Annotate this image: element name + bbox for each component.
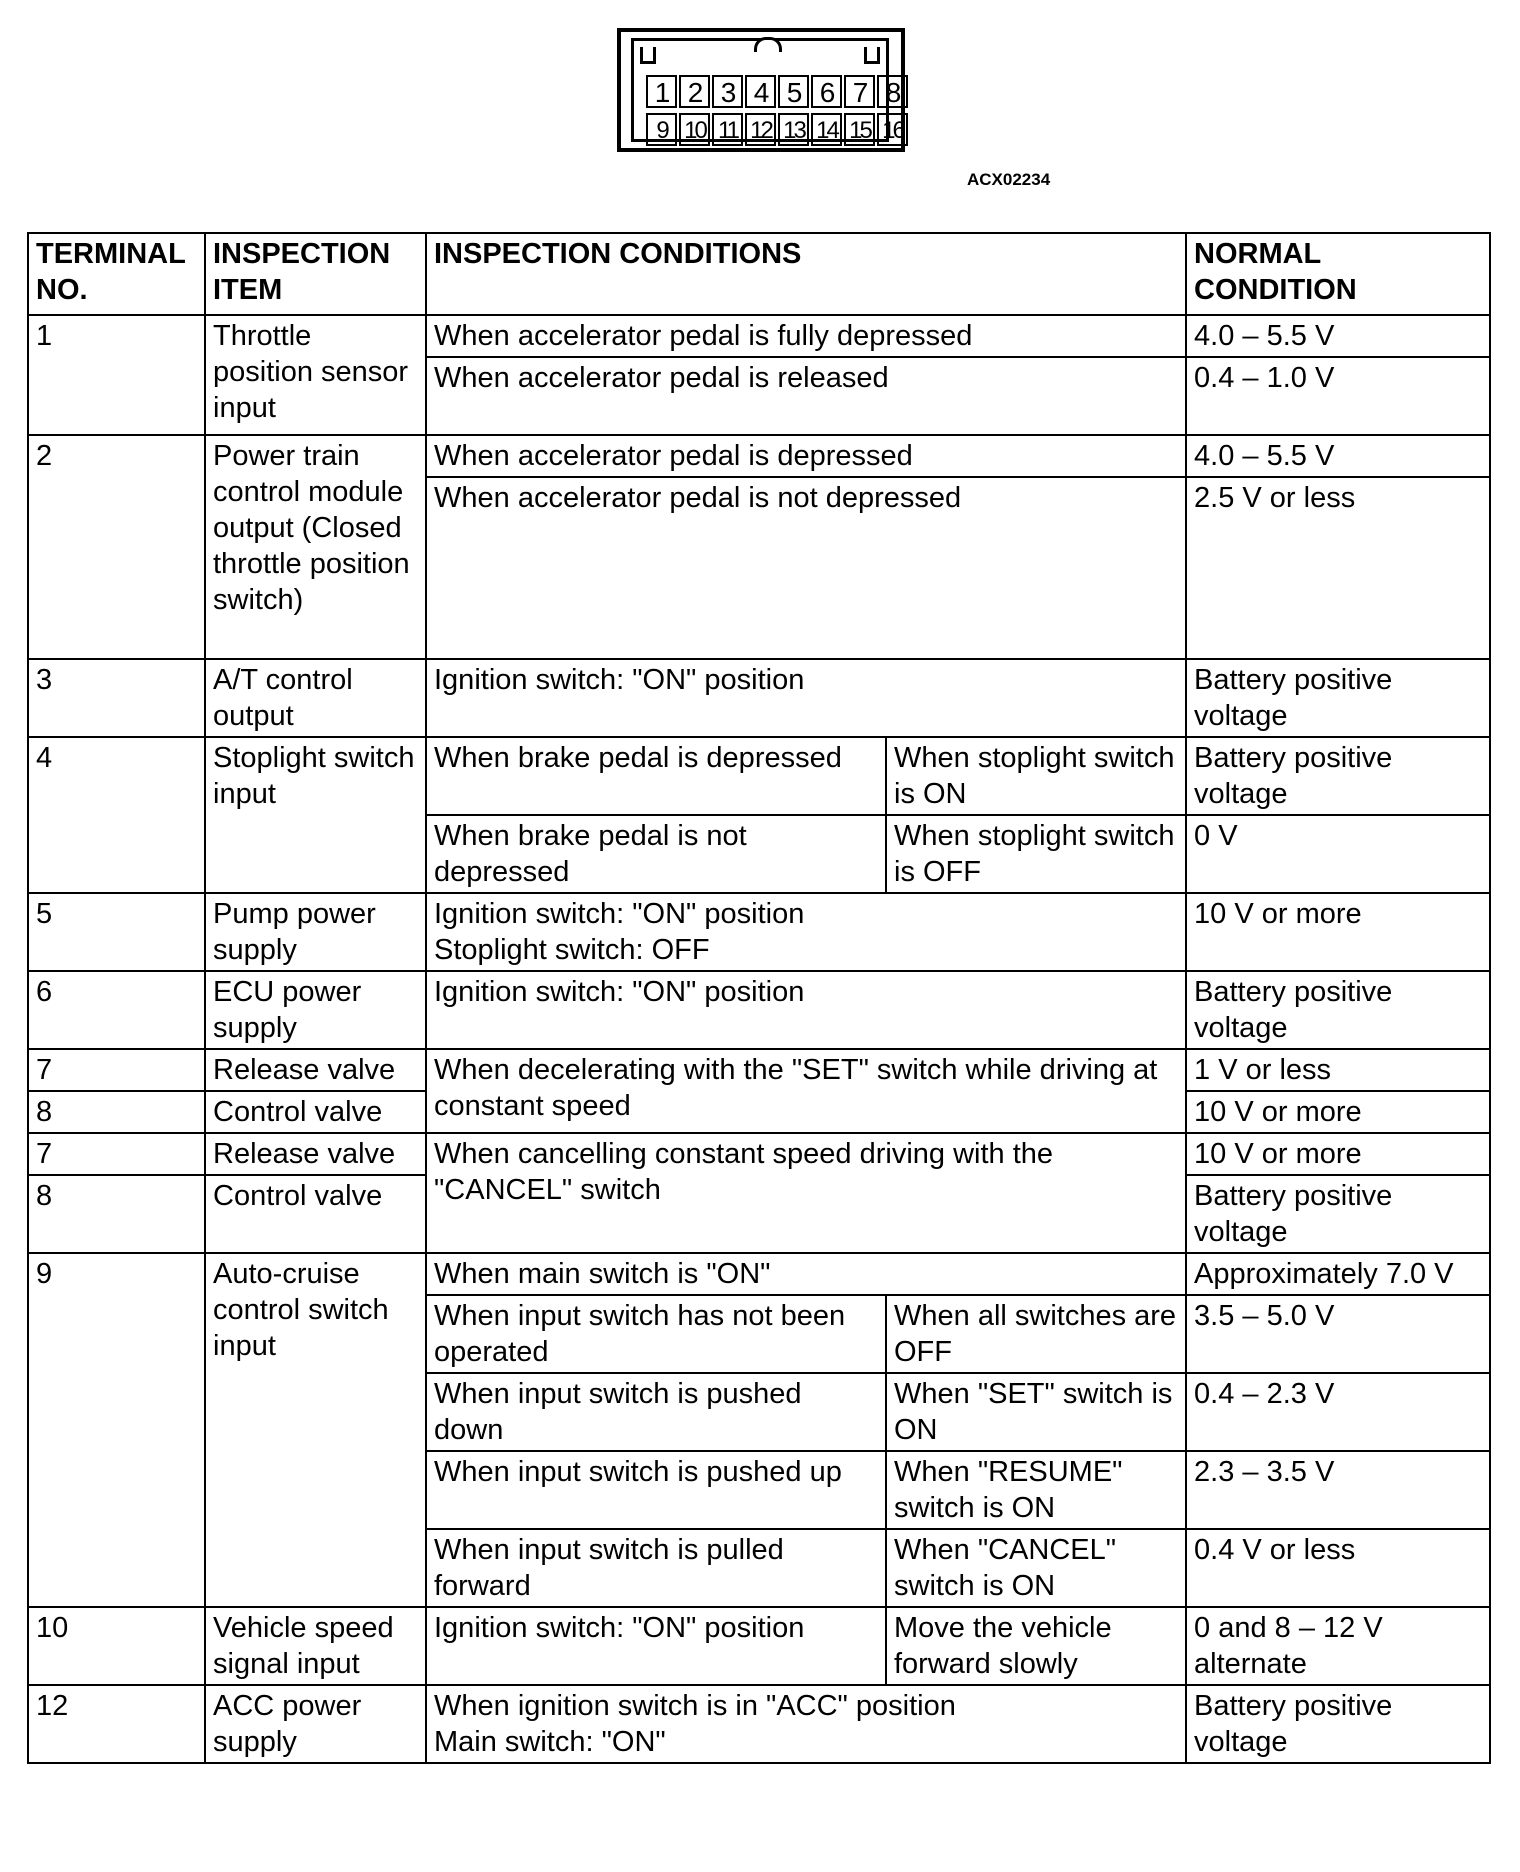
connector-pin: 12 (745, 113, 776, 146)
table-row (28, 1049, 1490, 1091)
inspection-subcondition: When "SET" switch is ON (886, 1373, 1186, 1451)
inspection-item: Control valve (205, 1091, 426, 1133)
inspection-condition: When cancelling constant speed driving with the "CANCEL" switch (426, 1133, 1186, 1253)
normal-condition: 10 V or more (1186, 1133, 1490, 1175)
inspection-subcondition: When all switches are OFF (886, 1295, 1186, 1373)
inspection-condition: Ignition switch: "ON" position (426, 971, 1186, 1049)
table-row (28, 893, 1490, 971)
inspection-condition: When accelerator pedal is released (426, 357, 1186, 435)
inspection-condition (426, 1685, 1186, 1763)
terminal-no: 8 (28, 1175, 205, 1253)
normal-condition: 10 V or more (1186, 893, 1490, 971)
inspection-subcondition: When "CANCEL" switch is ON (886, 1529, 1186, 1607)
inspection-condition: When accelerator pedal is not depressed (426, 477, 1186, 659)
table-row (28, 737, 1490, 815)
connector-pin: 7 (844, 75, 875, 108)
normal-condition: 3.5 – 5.0 V (1186, 1295, 1490, 1373)
inspection-condition (426, 893, 1186, 971)
condition-line: Main switch: "ON" (434, 1726, 666, 1758)
terminal-no: 7 (28, 1133, 205, 1175)
normal-condition: 10 V or more (1186, 1091, 1490, 1133)
terminal-no: 4 (28, 737, 205, 893)
connector-diagram (617, 28, 905, 152)
normal-condition: 0.4 – 1.0 V (1186, 357, 1490, 435)
terminal-no: 8 (28, 1091, 205, 1133)
connector-pin: 8 (877, 75, 908, 108)
inspection-item: ACC power supply (205, 1685, 426, 1763)
connector-latch (754, 37, 782, 52)
connector-pin: 6 (811, 75, 842, 108)
terminal-no: 5 (28, 893, 205, 971)
inspection-condition: When main switch is "ON" (426, 1253, 1186, 1295)
normal-condition: 0 V (1186, 815, 1490, 893)
normal-condition: 4.0 – 5.5 V (1186, 315, 1490, 357)
connector-pin: 16 (877, 113, 908, 146)
connector-pin: 15 (844, 113, 875, 146)
connector-pin: 10 (679, 113, 710, 146)
figure-id: ACX02234 (967, 170, 1051, 189)
table-row (28, 1253, 1490, 1295)
normal-condition: 1 V or less (1186, 1049, 1490, 1091)
table-row (28, 315, 1490, 357)
inspection-item: Vehicle speed signal input (205, 1607, 426, 1685)
connector-pin: 3 (712, 75, 743, 108)
inspection-condition: When brake pedal is not depressed (426, 815, 886, 893)
header-terminal: TERMINAL NO. (28, 233, 205, 315)
table-row (28, 1685, 1490, 1763)
terminal-no: 7 (28, 1049, 205, 1091)
inspection-condition: When input switch is pushed up (426, 1451, 886, 1529)
inspection-item: ECU power supply (205, 971, 426, 1049)
table-header-row (28, 233, 1490, 315)
inspection-item: Throttle position sensor input (205, 315, 426, 435)
terminal-no: 12 (28, 1685, 205, 1763)
inspection-condition: When decelerating with the "SET" switch while driving at constant speed (426, 1049, 1186, 1133)
inspection-item: Release valve (205, 1049, 426, 1091)
connector-notch-right (864, 47, 880, 64)
condition-line: Stoplight switch: OFF (434, 934, 710, 966)
inspection-condition: Ignition switch: "ON" position (426, 1607, 886, 1685)
normal-condition: Battery positive voltage (1186, 737, 1490, 815)
terminal-no: 9 (28, 1253, 205, 1607)
connector-pin: 1 (646, 75, 677, 108)
inspection-item: A/T control output (205, 659, 426, 737)
normal-condition: 0 and 8 – 12 V alternate (1186, 1607, 1490, 1685)
terminal-no: 3 (28, 659, 205, 737)
inspection-item: Power train control module output (Closed throttle position switch) (205, 435, 426, 659)
normal-condition: Battery positive voltage (1186, 659, 1490, 737)
connector-pin: 11 (712, 113, 743, 146)
connector-pin: 13 (778, 113, 809, 146)
connector-pin: 14 (811, 113, 842, 146)
inspection-condition: Ignition switch: "ON" position (426, 659, 1186, 737)
table-row (28, 1607, 1490, 1685)
inspection-subcondition: Move the vehicle forward slowly (886, 1607, 1186, 1685)
connector-pin: 9 (646, 113, 677, 146)
table-row (28, 659, 1490, 737)
inspection-item: Auto-cruise control switch input (205, 1253, 426, 1607)
table-row (28, 971, 1490, 1049)
normal-condition: Battery positive voltage (1186, 971, 1490, 1049)
connector-pin-row-bottom (646, 113, 910, 146)
condition-line: When ignition switch is in "ACC" position (434, 1690, 956, 1722)
inspection-condition: When accelerator pedal is depressed (426, 435, 1186, 477)
inspection-condition: When input switch is pulled forward (426, 1529, 886, 1607)
terminal-inspection-table (27, 232, 1491, 1764)
normal-condition: Battery positive voltage (1186, 1685, 1490, 1763)
connector-pin: 2 (679, 75, 710, 108)
inspection-condition: When input switch has not been operated (426, 1295, 886, 1373)
header-conditions: INSPECTION CONDITIONS (426, 233, 1186, 315)
table-row (28, 435, 1490, 477)
terminal-no: 6 (28, 971, 205, 1049)
condition-line: Ignition switch: "ON" position (434, 898, 805, 930)
inspection-condition: When input switch is pushed down (426, 1373, 886, 1451)
normal-condition: 0.4 V or less (1186, 1529, 1490, 1607)
inspection-subcondition: When stoplight switch is ON (886, 737, 1186, 815)
inspection-item: Release valve (205, 1133, 426, 1175)
table-row (28, 1133, 1490, 1175)
inspection-item: Stoplight switch input (205, 737, 426, 893)
normal-condition: Battery positive voltage (1186, 1175, 1490, 1253)
connector-notch-left (640, 47, 656, 64)
normal-condition: 0.4 – 2.3 V (1186, 1373, 1490, 1451)
connector-pin: 5 (778, 75, 809, 108)
inspection-item: Control valve (205, 1175, 426, 1253)
terminal-no: 10 (28, 1607, 205, 1685)
inspection-condition: When accelerator pedal is fully depressed (426, 315, 1186, 357)
connector-pin: 4 (745, 75, 776, 108)
inspection-subcondition: When "RESUME" switch is ON (886, 1451, 1186, 1529)
terminal-no: 1 (28, 315, 205, 435)
connector-shell (631, 38, 903, 144)
inspection-subcondition: When stoplight switch is OFF (886, 815, 1186, 893)
normal-condition: 4.0 – 5.5 V (1186, 435, 1490, 477)
header-normal: NORMAL CONDITION (1186, 233, 1490, 315)
connector-pin-row-top (646, 75, 910, 108)
inspection-condition: When brake pedal is depressed (426, 737, 886, 815)
header-item: INSPECTION ITEM (205, 233, 426, 315)
normal-condition: Approximately 7.0 V (1186, 1253, 1490, 1295)
terminal-no: 2 (28, 435, 205, 659)
normal-condition: 2.3 – 3.5 V (1186, 1451, 1490, 1529)
inspection-item: Pump power supply (205, 893, 426, 971)
normal-condition: 2.5 V or less (1186, 477, 1490, 659)
